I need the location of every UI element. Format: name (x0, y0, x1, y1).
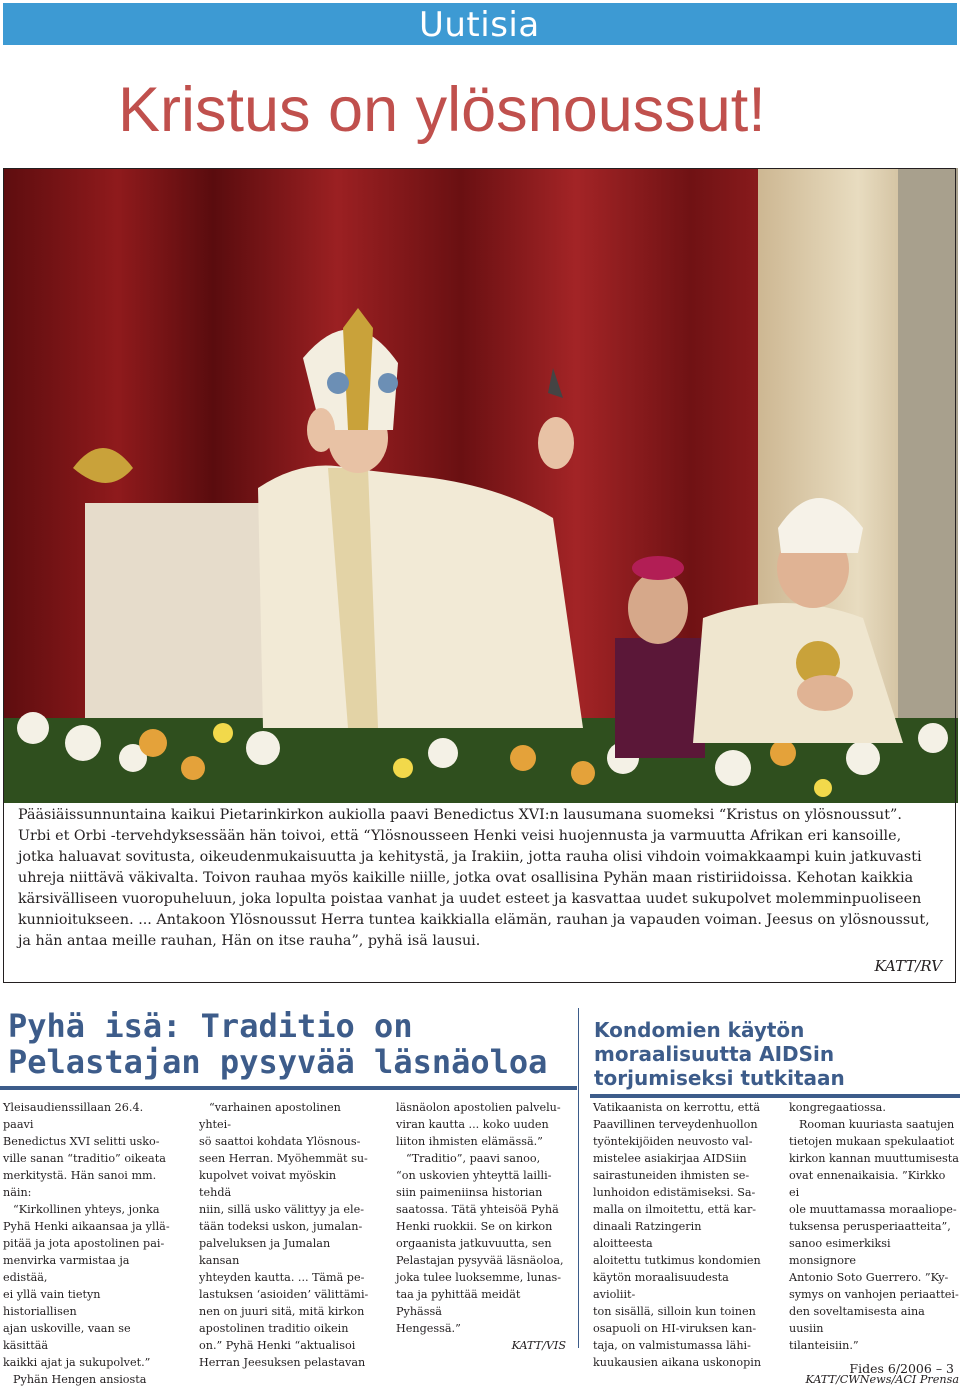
side-title-line: torjumiseksi tutkitaan (594, 1066, 845, 1090)
text-line: Paavillinen terveydenhuollon (593, 1118, 758, 1131)
text-line: “Kirkollinen yhteys, jonka (13, 1203, 160, 1216)
text-line: orgaanista jatkuvuutta, sen (396, 1237, 552, 1250)
text-line: läsnäolon apostolien palvelu- (396, 1101, 561, 1114)
text-line: ole muuttamassa moraaliope- (789, 1203, 957, 1216)
text-line: sanoo esimerkiksi monsignore (789, 1237, 891, 1267)
page-folio: Fides 6/2006 – 3 (849, 1361, 954, 1376)
text-line: seen Herran. Myöhemmät su- (199, 1152, 368, 1165)
column-divider (578, 1008, 579, 1348)
text-line: yhteyden kautta. ... Tämä pe- (199, 1271, 365, 1284)
story-column-1 (3, 1099, 175, 1388)
lead-line: kärsivälliseen vuoropuheluun, joka lopulta poistaa vanhat ja uudet esteet ja kasvattaa uudet sukupolvet molemminpuoliseen (18, 891, 922, 907)
text-line: kaikki ajat ja sukupolvet.” (3, 1356, 151, 1369)
lead-line: Urbi et Orbi -tervehdyksessään hän toivoi, että “Ylösnousseen Henki veisi huojennusta ja varmuutta Afrikan eri kansoille, (18, 828, 902, 844)
text-line: kongregaatiossa. (789, 1101, 886, 1114)
text-line: lastuksen ‘asioiden’ välittämi- (199, 1288, 369, 1301)
text-line: tään todeksi uskon, jumalan- (199, 1220, 363, 1233)
text-line: tilanteisiin.” (789, 1339, 859, 1352)
text-line: niin, sillä usko välittyy ja ele- (199, 1203, 365, 1216)
lead-line: jotka haluavat sovitusta, oikeudenmukaisuutta ja kehitystä, ja Irakiin, jotta rauha olisi vihdoin voimakkaampi kuin jatkuvasti (18, 849, 922, 865)
text-line: symys on vanhojen periaattei- (789, 1288, 959, 1301)
text-line: ovat ennenaikaisia. ”Kirkko ei (789, 1169, 946, 1199)
text-line: on.” Pyhä Henki “aktualisoi (199, 1339, 356, 1352)
text-line: kuukausien aikana uskonopin (593, 1356, 762, 1369)
story-title-line: Pelastajan pysyvää läsnäoloa (8, 1043, 548, 1081)
text-line: mistelee asiakirjaa AIDSiin (593, 1152, 747, 1165)
text-line: joka tulee luoksemme, lunas- (396, 1271, 562, 1284)
text-line: saatossa. Tätä yhteisöä Pyhä (396, 1203, 559, 1216)
text-line: malla on ilmoitettu, että kar- (593, 1203, 757, 1216)
side-title-line: Kondomien käytön (594, 1018, 805, 1042)
story-title-line: Pyhä isä: Traditio on (8, 1007, 413, 1045)
lead-line: ja hän antaa meille rauhan, Hän on itse rauha”, pyhä isä lausui. (18, 933, 481, 949)
lead-line: kunnioitukseen. ... Antakoon Ylösnoussut Herra tuntea kaikkialla elämän, rauhan ja vapauden voiman. Jeesus on ylösnoussut, (18, 912, 930, 928)
text-line: kupolvet voivat myöskin tehdä (199, 1169, 337, 1199)
side-title-line: moraalisuutta AIDSin (594, 1042, 835, 1066)
text-line: tuksensa perusperiaatteita”, (789, 1220, 951, 1233)
text-line: Yleisaudienssillaan 26.4. paavi (3, 1101, 144, 1131)
text-line: Henki ruokkii. Se on kirkon (396, 1220, 553, 1233)
text-line: “Traditio”, paavi sanoo, (406, 1152, 541, 1165)
text-line: viran kautta ... koko uuden (396, 1118, 549, 1131)
lead-credit: KATT/RV (874, 957, 942, 975)
text-line: liiton ihmisten elämässä.” (396, 1135, 543, 1148)
side-column-2 (789, 1099, 959, 1388)
text-line: sairastuneiden ihmisten se- (593, 1169, 750, 1182)
text-line: Pyhän Hengen ansiosta (13, 1373, 147, 1386)
story-credit: KATT/VIS (511, 1339, 566, 1352)
text-line: palveluksen ja Jumalan kansan (199, 1237, 331, 1267)
text-line: lunhoidon edistämiseksi. Sa- (593, 1186, 756, 1199)
text-line: Pyhä Henki aikaansaa ja yllä- (3, 1220, 170, 1233)
lead-photo (3, 168, 958, 803)
text-line: siin paimeniinsa historian (396, 1186, 543, 1199)
page-headline: Kristus on ylösnoussut! (118, 75, 766, 145)
text-line: merkitystä. Hän sanoi mm. (3, 1169, 157, 1182)
story-title (8, 1008, 568, 1080)
text-line: “on uskovien yhteyttä lailli- (396, 1169, 552, 1182)
text-line: Pelastajan pysyvää läsnäoloa, (396, 1254, 564, 1267)
text-line: apostolinen traditio oikein (199, 1322, 349, 1335)
text-line: Hengessä.” (396, 1322, 461, 1335)
text-line: Rooman kuuriasta saatujen (799, 1118, 955, 1131)
lead-line: Pääsiäissunnuntaina kaikui Pietarinkirkon aukiolla paavi Benedictus XVI:n lausumana suomeksi “Kristus on ylösnoussut”. (18, 807, 902, 823)
side-credit: KATT/CWNews/ACI Prensa (805, 1373, 959, 1386)
text-line: tietojen mukaan spekulaatiot (789, 1135, 955, 1148)
section-banner (3, 3, 957, 45)
text-line: nen on juuri sitä, mitä kirkon (199, 1305, 365, 1318)
text-line: kirkon kannan muuttumisesta (789, 1152, 959, 1165)
text-line: Antonio Soto Guerrero. ”Ky- (789, 1271, 949, 1284)
story-column-3 (396, 1099, 566, 1354)
text-line: dinaali Ratzingerin aloitteesta (593, 1220, 702, 1250)
text-line: pitää ja jota apostolinen pai- (3, 1237, 165, 1250)
side-divider (590, 1094, 960, 1098)
text-line: menvirka varmistaa ja edistää, (3, 1254, 130, 1284)
text-line: osapuoli on HI-viruksen kan- (593, 1322, 757, 1335)
text-line: käytön moraalisuudesta avioliit- (593, 1271, 729, 1301)
text-line: työntekijöiden neuvosto val- (593, 1135, 753, 1148)
lead-paragraph (18, 805, 943, 952)
text-line: aloitettu tutkimus kondomien (593, 1254, 761, 1267)
text-line: Benedictus XVI selitti usko- (3, 1135, 160, 1148)
side-story-title (594, 1018, 954, 1090)
text-line: ajan uskoville, vaan se käsittää (3, 1322, 131, 1352)
story-column-2 (199, 1099, 369, 1371)
text-line: taa ja pyhittää meidät Pyhässä (396, 1288, 521, 1318)
text-line: sö saattoi kohdata Ylösnous- (199, 1135, 361, 1148)
side-column-1 (593, 1099, 763, 1371)
text-line: “varhainen apostolinen yhtei- (199, 1101, 341, 1131)
text-line: Vatikaanista on kerrottu, että (593, 1101, 761, 1114)
text-line: ville sanan “traditio” oikeata (3, 1152, 166, 1165)
section-label: Uutisia (419, 5, 540, 45)
text-line: taja, on valmistumassa lähi- (593, 1339, 751, 1352)
story-divider (0, 1086, 577, 1090)
text-line: Herran Jeesuksen pelastavan (199, 1356, 366, 1369)
text-line: ton sisällä, silloin kun toinen (593, 1305, 756, 1318)
lead-line: uhreja niittävä väkivalta. Toivon rauhaa myös kaikille niille, jotka ovat osallisina Pyhän maan ristiriidoissa. Kehotan kaikkia (18, 870, 914, 886)
text-line: ei yllä vain tietyn historiallisen (3, 1288, 101, 1318)
text-line: näin: (3, 1186, 32, 1199)
text-line: den soveltamisesta aina uusiin (789, 1305, 925, 1335)
